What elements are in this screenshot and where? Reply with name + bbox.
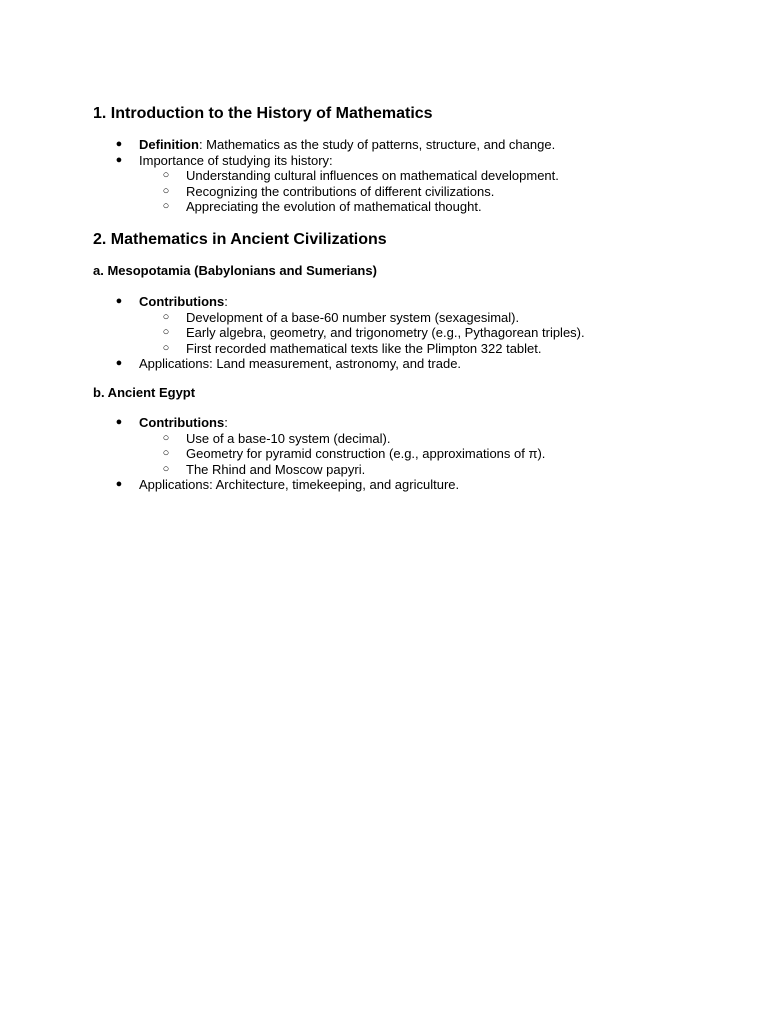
- mesopotamia-list: [0, 294, 768, 372]
- egypt-heading: b. Ancient Egypt: [93, 385, 196, 400]
- hollow-bullet-icon: ○: [162, 341, 170, 354]
- list-item: ● Contributions:: [0, 294, 768, 310]
- hollow-bullet-icon: ○: [162, 431, 170, 444]
- bullet-icon: ●: [115, 153, 123, 166]
- hollow-bullet-icon: ○: [162, 184, 170, 197]
- applications-text: Applications: Architecture, timekeeping, and agriculture.: [139, 477, 460, 492]
- definition-label: Definition: [139, 137, 199, 152]
- bullet-icon: ●: [115, 138, 123, 150]
- list-item: [0, 184, 768, 200]
- contributions-label: Contributions: [139, 415, 225, 430]
- applications-text: Applications: Land measurement, astronomy, and trade.: [139, 356, 462, 371]
- hollow-bullet-icon: ○: [162, 310, 170, 323]
- contribution-text: The Rhind and Moscow papyri.: [186, 461, 366, 477]
- list-item: [0, 431, 768, 447]
- list-item: [0, 341, 768, 357]
- hollow-bullet-icon: ○: [162, 169, 170, 181]
- importance-text: Importance of studying its history:: [139, 152, 333, 168]
- contribution-text: Early algebra, geometry, and trigonometry (e.g., Pythagorean triples).: [186, 325, 585, 340]
- mesopotamia-heading: a. Mesopotamia (Babylonians and Sumerians): [93, 263, 377, 278]
- sub-item-text: Understanding cultural influences on mathematical development.: [186, 168, 559, 183]
- list-item: [0, 462, 768, 478]
- contribution-text: Geometry for pyramid construction (e.g., approximations of π).: [186, 446, 546, 461]
- contribution-text: First recorded mathematical texts like the Plimpton 322 tablet.: [186, 340, 542, 356]
- hollow-bullet-icon: ○: [162, 462, 170, 475]
- contribution-text: Use of a base-10 system (decimal).: [186, 430, 391, 446]
- list-item: [0, 325, 768, 341]
- hollow-bullet-icon: ○: [162, 326, 170, 338]
- list-item: [0, 153, 768, 169]
- section-1-title: 1. Introduction to the History of Mathematics: [93, 105, 433, 122]
- hollow-bullet-icon: ○: [162, 200, 170, 212]
- section-2-title: 2. Mathematics in Ancient Civilizations: [93, 231, 387, 248]
- list-item: [0, 477, 768, 493]
- list-item: [0, 137, 768, 153]
- sub-item-text: Appreciating the evolution of mathematical thought.: [186, 199, 482, 214]
- contribution-text: Development of a base-60 number system (sexagesimal).: [186, 309, 520, 325]
- list-item: [0, 168, 768, 184]
- bullet-icon: ●: [115, 416, 123, 428]
- contributions-label: Contributions: [139, 294, 225, 309]
- list-item: [0, 199, 768, 215]
- list-item: [0, 446, 768, 462]
- list-item: [0, 356, 768, 372]
- egypt-list: [0, 415, 768, 493]
- definition-text: : Mathematics as the study of patterns, structure, and change.: [198, 137, 556, 152]
- hollow-bullet-icon: ○: [162, 447, 170, 459]
- section-1-list: [0, 137, 768, 215]
- list-item: ● Contributions:: [0, 415, 768, 431]
- list-item: [0, 310, 768, 326]
- sub-item-text: Recognizing the contributions of different civilizations.: [186, 183, 495, 199]
- bullet-icon: ●: [115, 478, 123, 490]
- bullet-icon: ●: [115, 357, 123, 369]
- bullet-icon: ●: [115, 295, 123, 307]
